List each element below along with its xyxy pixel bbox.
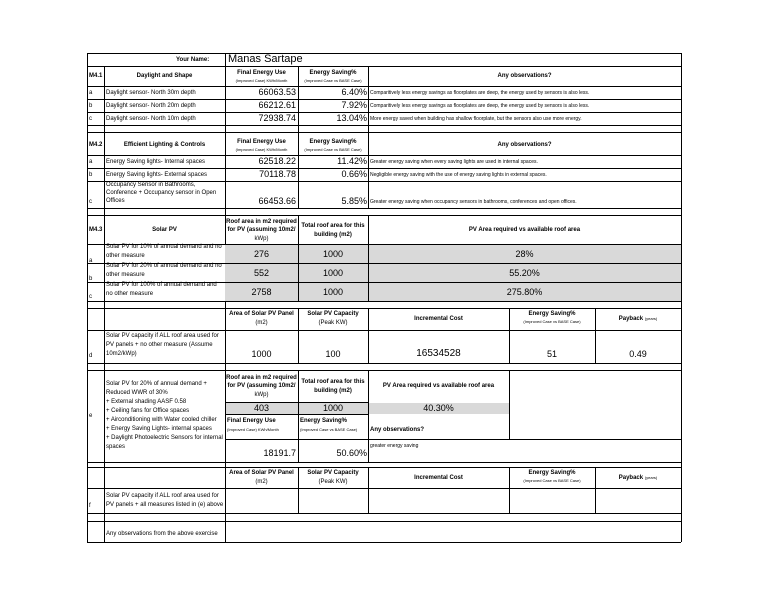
saving-value[interactable]: 51 — [546, 349, 557, 359]
grid-line — [87, 363, 681, 364]
saving-value[interactable]: 7.92% — [341, 100, 367, 110]
pv-capacity-value[interactable]: 100 — [325, 349, 341, 359]
incremental-cost-value[interactable]: 16534528 — [416, 348, 461, 359]
grid-line — [87, 99, 681, 100]
row-id: e — [89, 413, 93, 419]
grid-line — [225, 282, 681, 283]
row-id: c — [89, 116, 92, 122]
energy-value[interactable]: 18191.7 — [263, 448, 296, 458]
grid-line — [87, 53, 681, 54]
section-title-m41: Daylight and Shape — [136, 73, 193, 79]
col-header-saving: Energy Saving% — [528, 311, 576, 317]
col-header-pv-capacity-unit: (Peak KW) — [318, 320, 348, 326]
col-header-saving: Energy Saving% — [309, 139, 357, 145]
row-id: f — [89, 503, 91, 509]
row-label-line: spaces — [106, 444, 126, 450]
observation-text[interactable]: greater energy saving — [370, 443, 419, 449]
grid-line — [87, 66, 681, 67]
grid-line — [225, 414, 368, 415]
grid-line — [87, 488, 681, 489]
grid-line — [87, 125, 681, 126]
total-roof-value[interactable]: 1000 — [322, 287, 344, 297]
col-header-total-line: Total roof area for this — [301, 379, 365, 385]
row-label-line: Solar PV capacity if ALL roof area used for — [106, 333, 219, 339]
row-id: b — [89, 172, 93, 178]
final-observations-label: Any observations from the above exercise — [106, 531, 218, 537]
col-header-pv-panel-area-unit: (m2) — [255, 479, 268, 485]
grid-line — [87, 542, 681, 543]
row-label-line: other measure — [106, 272, 145, 278]
row-id: a — [89, 159, 93, 165]
col-header-observations: Any observations? — [497, 142, 552, 148]
observation-text[interactable]: Greater energy saving when occupancy sensors in bathrooms, conferences and open offices. — [370, 199, 577, 205]
grid-line — [368, 467, 369, 513]
grid-line — [225, 439, 681, 440]
section-code-m42: M4.2 — [89, 142, 103, 148]
roof-area-value[interactable]: 2758 — [251, 287, 272, 297]
col-header-total-line: Total roof area for this — [301, 223, 365, 229]
pv-area-value[interactable]: 28% — [515, 249, 534, 259]
pv-area-value[interactable]: 55.20% — [509, 268, 540, 278]
col-header-pv-area: PV Area required vs available roof area — [382, 383, 495, 389]
grid-line — [87, 208, 681, 209]
col-header-roof-line: kWp) — [254, 392, 269, 398]
col-header-roof-line: for PV (assuming 10m2/ — [227, 227, 296, 233]
grid-line — [681, 53, 682, 542]
observation-text[interactable]: Comparitively less energy savings as floorplates are deep, the energy used by sensors is also less. — [370, 90, 590, 96]
saving-value[interactable]: 13.04% — [336, 113, 367, 123]
observation-text[interactable]: More energy saved when building has shallow floorplate, but the sensors also use more energy. — [370, 116, 582, 122]
saving-value[interactable]: 11.42% — [337, 156, 367, 166]
col-header-roof-line: Roof area in m2 required — [226, 219, 297, 225]
row-id: b — [89, 276, 93, 282]
observation-text[interactable]: Comparitively less energy savings as floorplates are deep, the energy used by sensors is also less. — [370, 103, 590, 109]
observation-text[interactable]: Negligible energy saving with the use of energy saving lights in external spaces. — [370, 172, 547, 178]
col-header-roof-line: kWp) — [254, 236, 269, 242]
grid-line — [104, 66, 105, 542]
saving-value[interactable]: 5.85% — [341, 196, 367, 206]
row-label-line: Solar PV for 20% of annual demand and no — [106, 263, 222, 269]
row-label: Daylight sensor- North 10m depth — [106, 116, 196, 122]
energy-value[interactable]: 66212.61 — [258, 100, 296, 110]
grid-line — [87, 308, 681, 309]
grid-line — [87, 370, 681, 371]
grid-line — [87, 462, 681, 463]
grid-line — [87, 467, 681, 468]
col-header-saving: Energy Saving% — [528, 470, 576, 476]
col-subheader-energy: (Improved Case) KWh/Month — [227, 427, 279, 432]
col-subheader-saving: (Improved Case vs BASE Case) — [523, 319, 581, 324]
total-roof-value[interactable]: 1000 — [322, 268, 344, 278]
col-header-total-line: building (m2) — [314, 232, 352, 238]
row-label: Energy Saving lights- External spaces — [106, 172, 208, 178]
roof-area-value[interactable]: 552 — [253, 268, 270, 278]
col-subheader-energy: (Improved Case) KWh/Month — [235, 78, 288, 83]
col-header-pv-panel-area: Area of Solar PV Panel — [229, 470, 294, 476]
row-label: Daylight sensor- North 30m depth — [106, 90, 196, 96]
row-id: d — [89, 353, 93, 359]
energy-value[interactable]: 70118.78 — [259, 169, 296, 179]
total-roof-value[interactable]: 1000 — [322, 249, 344, 259]
grid-line — [87, 155, 681, 156]
col-header-pv-capacity: Solar PV Capacity — [307, 470, 359, 476]
saving-value[interactable]: 6.40% — [341, 87, 367, 97]
pv-area-value[interactable]: 275.80% — [506, 287, 543, 297]
roof-area-value[interactable]: 403 — [253, 403, 270, 413]
row-label-line: other measure — [106, 253, 145, 259]
grid-line — [595, 467, 596, 513]
row-label: Daylight sensor- North 20m depth — [106, 103, 196, 109]
energy-value[interactable]: 72938.74 — [258, 113, 296, 123]
your-name-label: Your Name: — [176, 57, 210, 63]
row-label-line: Solar PV for 20% of annual demand + — [106, 381, 207, 387]
col-header-payback: Payback (years) — [618, 316, 658, 322]
col-header-pv-panel-area-unit: (m2) — [255, 320, 268, 326]
col-header-saving: Energy Saving% — [309, 70, 357, 76]
row-label-line: Solar PV capacity if ALL roof area used for — [106, 493, 219, 499]
col-header-incremental-cost: Incremental Cost — [414, 316, 463, 322]
grid-line — [87, 513, 681, 514]
payback-value[interactable]: 0.49 — [629, 349, 647, 359]
col-header-saving: Energy Saving% — [300, 418, 348, 424]
grid-line — [87, 521, 681, 522]
col-header-payback: Payback (years) — [618, 475, 658, 481]
your-name-value[interactable]: Manas Sartape — [228, 53, 303, 65]
col-header-incremental-cost: Incremental Cost — [414, 475, 463, 481]
row-label-line: + Daylight Photoelectric Sensors for internal — [106, 435, 223, 441]
grid-line — [87, 86, 681, 87]
grid-line — [87, 112, 681, 113]
row-id: a — [89, 90, 93, 96]
col-subheader-saving: (Improved Case vs BASE Case) — [304, 147, 362, 152]
col-header-roof-line: for PV (assuming 10m2/ — [227, 383, 296, 389]
col-header-energy: Final Energy Use — [237, 70, 286, 76]
row-id: b — [89, 103, 93, 109]
col-subheader-energy: (Improved Case) KWh/Month — [235, 147, 288, 152]
col-header-energy: Final Energy Use — [237, 139, 286, 145]
col-header-observations: Any observations? — [370, 427, 425, 433]
col-header-pv-capacity-unit: (Peak KW) — [318, 479, 348, 485]
section-code-m41: M4.1 — [89, 73, 103, 79]
col-subheader-saving: (Improved Case vs BASE Case) — [304, 78, 362, 83]
pv-panel-area-value[interactable]: 1000 — [251, 349, 272, 359]
grid-line — [87, 132, 681, 133]
col-header-energy: Final Energy Use — [227, 418, 276, 424]
roof-area-value[interactable]: 276 — [253, 249, 270, 259]
row-label-line: 10m2/kWp) — [106, 351, 137, 357]
col-header-observations: Any observations? — [497, 73, 552, 79]
grid-line — [509, 370, 510, 439]
pv-area-value[interactable]: 40.30% — [423, 403, 454, 413]
col-subheader-saving: (Improved Case vs BASE Case) — [300, 427, 358, 432]
section-code-m43: M4.3 — [89, 227, 103, 233]
energy-value[interactable]: 66453.66 — [258, 196, 296, 206]
row-label-line: + External shading AASF 0.58 — [106, 399, 187, 405]
section-title-m42: Efficient Lighting & Controls — [123, 142, 206, 148]
row-id: c — [89, 199, 92, 205]
col-subheader-saving: (Improved Case vs BASE Case) — [523, 478, 581, 483]
row-label-line: no other measure — [106, 291, 154, 297]
row-label-line: Solar PV for 10% of annual demand and no — [106, 244, 222, 250]
col-header-pv-area: PV Area required vs available roof area — [468, 227, 581, 233]
row-label-line: PV panels + all measures listed in (e) above — [106, 502, 224, 508]
row-label-line: Solar PV for 100% of annual demand and — [106, 282, 217, 288]
grid-line — [87, 330, 681, 331]
col-header-roof-line: Roof area in m2 required — [226, 375, 297, 381]
row-label-line: + Energy Saving Lights- internal spaces — [106, 426, 212, 432]
saving-value[interactable]: 50.60% — [336, 448, 367, 458]
row-label-line: + Airconditioning with Water cooled chiller — [106, 417, 217, 423]
row-label-line: + Ceiling fans for Office spaces — [106, 408, 190, 414]
saving-value[interactable]: 0.66% — [341, 169, 367, 179]
grid-line — [87, 168, 681, 169]
grid-line — [87, 53, 88, 542]
energy-value[interactable]: 66063.53 — [258, 87, 296, 97]
row-id: c — [89, 294, 92, 300]
row-label: Energy Saving lights- Internal spaces — [106, 159, 206, 165]
col-header-pv-capacity: Solar PV Capacity — [307, 311, 359, 317]
grid-line — [87, 215, 681, 216]
observation-text[interactable]: Greater energy saving when every saving lights are used in internal spaces. — [370, 159, 538, 165]
row-id: a — [89, 258, 93, 264]
grid-line — [87, 301, 681, 302]
row-label-line: PV panels + no other measure (Assume — [106, 342, 213, 348]
row-label-line: Occupancy Sensor in Bathrooms, — [106, 182, 196, 188]
row-label-line: Reduced WWR of 30% — [106, 390, 168, 396]
total-roof-value[interactable]: 1000 — [322, 403, 344, 413]
col-header-total-line: building (m2) — [314, 388, 352, 394]
grid-line — [225, 263, 681, 264]
row-label-line: Conference + Occupancy sensor in Open — [106, 190, 217, 196]
energy-value[interactable]: 62518.22 — [258, 156, 296, 166]
row-label-line: Offices — [106, 198, 125, 204]
col-header-pv-panel-area: Area of Solar PV Panel — [229, 311, 294, 317]
section-title-m43: Solar PV — [152, 227, 177, 233]
